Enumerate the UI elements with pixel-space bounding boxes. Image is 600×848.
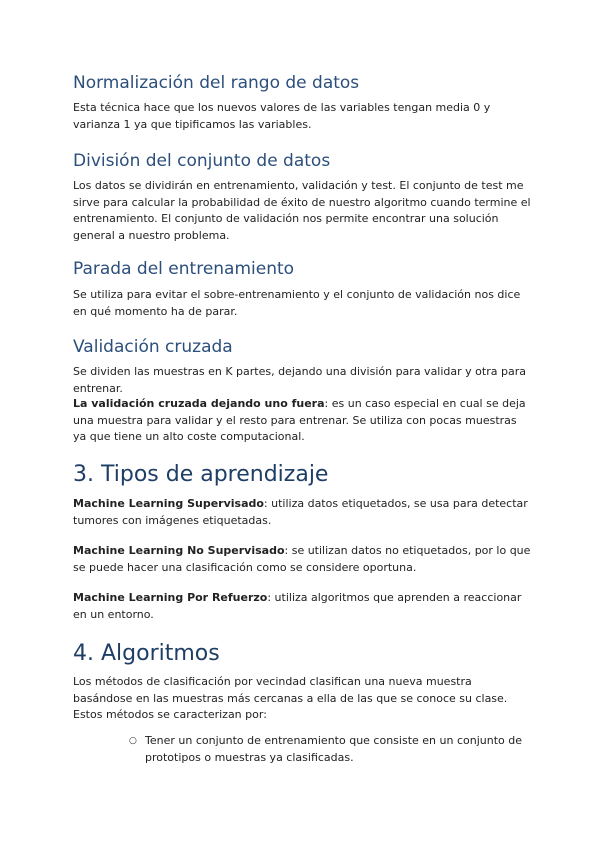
heading-validacion-cruzada: Validación cruzada bbox=[73, 337, 233, 357]
paragraph-division: Los datos se dividirán en entrenamiento, validación y test. El conjunto de test me sirve para calcular la probabilidad de éxito de nuestro algoritmo cuando termine el entrenamiento. El conjunto de validación nos permite encontrar una solución general a nuestro problema. bbox=[73, 179, 531, 242]
heading-normalizacion: Normalización del rango de datos bbox=[73, 73, 360, 93]
chapter-title-tipos-aprendizaje: 3. Tipos de aprendizaje bbox=[73, 462, 329, 487]
paragraph-validacion-cruzada: Se dividen las muestras en K partes, dejando una división para validar y otra para entrenar. bbox=[73, 365, 526, 395]
term-description: : utiliza algoritmos que aprenden a reaccionar en un entorno. bbox=[73, 591, 522, 621]
heading-parada: Parada del entrenamiento bbox=[73, 259, 295, 279]
paragraph-parada: Se utiliza para evitar el sobre-entrenamiento y el conjunto de validación nos dice en qué momento ha de parar. bbox=[73, 288, 521, 318]
bullet-list bbox=[73, 733, 533, 766]
paragraph-por-refuerzo bbox=[73, 590, 533, 623]
paragraph-supervisado bbox=[73, 496, 533, 529]
bold-term: La validación cruzada dejando uno fuera bbox=[73, 397, 325, 410]
paragraph-normalizacion: Esta técnica hace que los nuevos valores de las variables tengan media 0 y varianza 1 ya que tipificamos las variables. bbox=[73, 101, 491, 131]
bold-term: Machine Learning No Supervisado bbox=[73, 544, 285, 557]
bold-term: Machine Learning Por Refuerzo bbox=[73, 591, 268, 604]
list-item-text: Tener un conjunto de entrenamiento que consiste en un conjunto de prototipos o muestras ya clasificadas. bbox=[145, 734, 522, 764]
list-item bbox=[73, 733, 533, 766]
paragraph-validacion-dejando-uno-fuera bbox=[73, 396, 533, 446]
heading-division: División del conjunto de datos bbox=[73, 151, 331, 171]
circle-bullet-icon: ○ bbox=[129, 736, 137, 746]
term-description: : es un caso especial en cual se deja una muestra para validar y el resto para entrenar. Se utiliza con pocas muestras ya que tiene un alto coste computacional. bbox=[73, 397, 526, 443]
term-description: : se utilizan datos no etiquetados, por lo que se puede hacer una clasificación como se considere oportuna. bbox=[73, 544, 531, 574]
chapter-title-algoritmos: 4. Algoritmos bbox=[73, 641, 220, 666]
paragraph-algoritmos-intro: Los métodos de clasificación por vecindad clasifican una nueva muestra basándose en las muestras más cercanas a ella de las que se conoce su clase. Estos métodos se caracterizan por: bbox=[73, 675, 508, 721]
paragraph-no-supervisado bbox=[73, 543, 533, 576]
term-description: : utiliza datos etiquetados, se usa para detectar tumores con imágenes etiquetadas. bbox=[73, 497, 528, 527]
bold-term: Machine Learning Supervisado bbox=[73, 497, 264, 510]
